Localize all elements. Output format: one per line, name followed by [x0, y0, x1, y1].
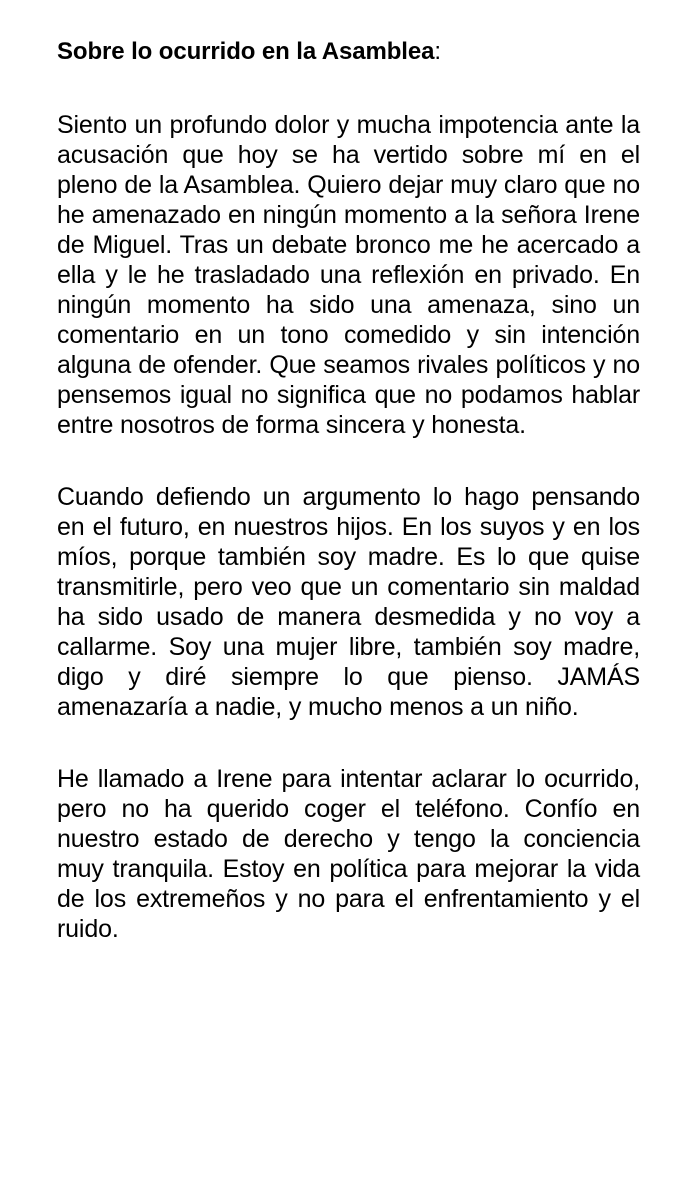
statement-body [57, 36, 640, 986]
statement-title-colon: : [434, 38, 441, 65]
paragraph-2: Cuando defiendo un argumento lo hago pensando en el futuro, en nuestros hijos. En los suyos y en los míos, porque también soy madre. Es lo que quise transmitirle, pero veo que un comentario sin maldad ha sido usado de manera desmedida y no voy a callarme. Soy una mujer libre, también soy madre, digo y diré siempre lo que pienso. JAMÁS amenazaría a nadie, y mucho menos a un niño. [57, 483, 640, 721]
statement-title [57, 36, 640, 68]
paragraph-1: Siento un profundo dolor y mucha impotencia ante la acusación que hoy se ha vertido sobre mí en el pleno de la Asamblea. Quiero dejar muy claro que no he amenazado en ningún momento a la señora Irene de Miguel. Tras un debate bronco me he acercado a ella y le he trasladado una reflexión en privado. En ningún momento ha sido una amenaza, sino un comentario en un tono comedido y sin intención alguna de ofender. Que seamos rivales políticos y no pensemos igual no significa que no podamos hablar entre nosotros de forma sincera y honesta. [57, 111, 640, 439]
statement-title-text: Sobre lo ocurrido en la Asamblea [57, 38, 435, 65]
paragraph-3: He llamado a Irene para intentar aclarar lo ocurrido, pero no ha querido coger el teléfono. Confío en nuestro estado de derecho y tengo la conciencia muy tranquila. Estoy en política para mejorar la vida de los extremeños y no para el enfrentamiento y el ruido. [57, 765, 640, 943]
